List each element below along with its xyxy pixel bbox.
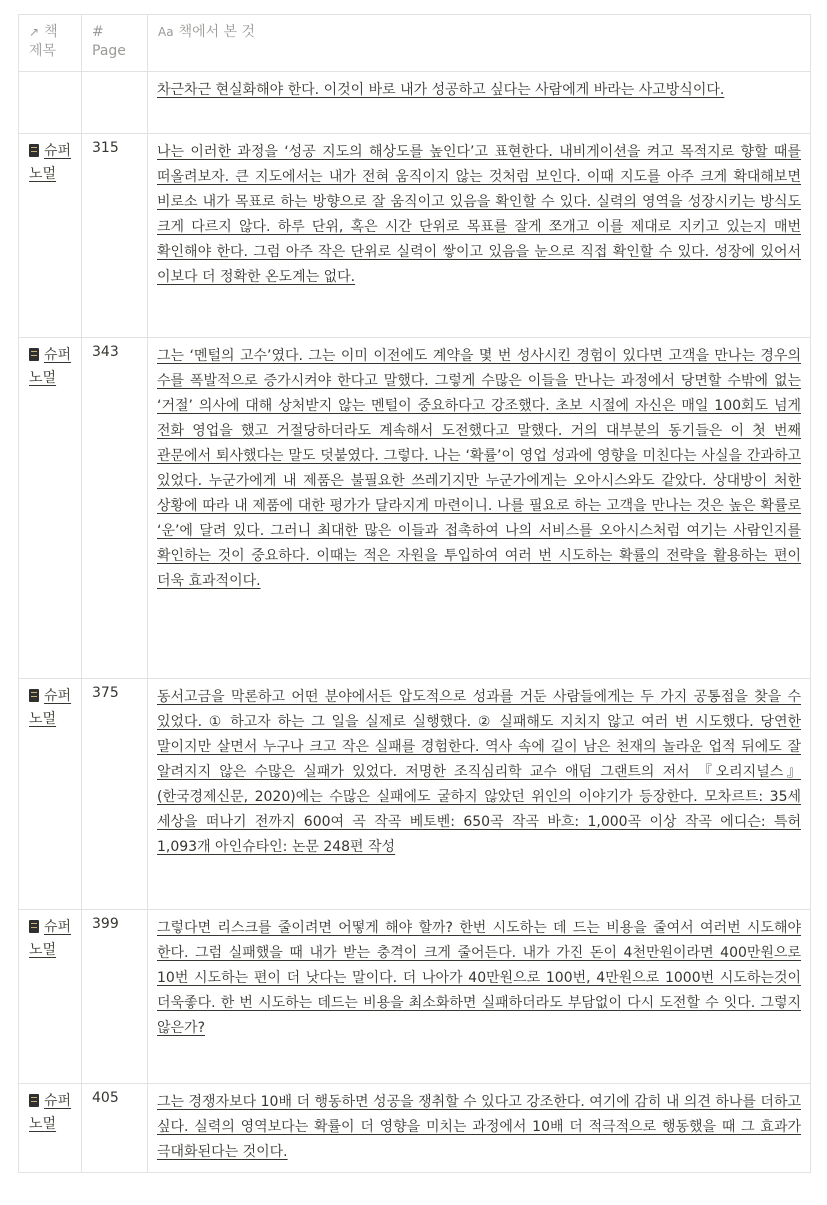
quote-cell[interactable] — [148, 679, 811, 910]
book-title-link[interactable]: 슈퍼노멀 — [29, 143, 72, 182]
column-header-title[interactable] — [19, 15, 82, 72]
page-cell[interactable]: 343 — [82, 338, 148, 679]
book-icon — [29, 689, 39, 702]
quote-text: 나는 이러한 과정을 ‘성공 지도의 해상도를 높인다’고 표현한다. 내비게이션을 켜고 목적지로 향할 때를 떠올려보자. 큰 지도에서는 내가 전혀 움직이지 않는 것처럼 보인다. 이때 지도를 아주 크게 확대해보면 비로소 내가 목표로 하는 방향으로 잘 움직이고 있음을 확인할 수 있다. 실력의 영역을 성장시키는 방식도 크게 다르지 않다. 하루 단위, 혹은 시간 단위로 목표를 잘게 쪼개고 이를 제대로 지키고 있는지 매번 확인해야 한다. 그럼 아주 작은 단위로 실력이 쌓이고 있음을 눈으로 직접 확인할 수 있다. 성장에 있어서 이보다 더 정확한 온도계는 없다. — [157, 144, 801, 285]
page-cell[interactable]: 405 — [82, 1084, 148, 1173]
column-header-title-label: 책 제목 — [29, 24, 58, 59]
book-icon — [29, 348, 39, 361]
book-icon — [29, 144, 39, 157]
quote-cell[interactable] — [148, 338, 811, 679]
quote-text: 그렇다면 리스크를 줄이려면 어떻게 해야 할까? 한번 시도하는 데 드는 비용을 줄여서 여러번 시도해야 한다. 그럼 실패했을 때 내가 받는 충격이 크게 줄어든다. 내가 가진 돈이 4천만원이라면 400만원으로 10번 시도하는 편이 더 낫다는 말이다. 더 나아가 40만원으로 100번, 4만원으로 1000번 시도하는것이 더욱좋다. 한 번 시도하는 데드는 비용을 최소화하면 실패하더라도 부담없이 다시 도전할 수 잇다. 그렇지 않은가? — [157, 920, 801, 1036]
quote-cell[interactable] — [148, 910, 811, 1084]
number-hash-icon: # — [92, 24, 104, 40]
page-cell[interactable]: 375 — [82, 679, 148, 910]
title-cell[interactable] — [19, 1084, 82, 1173]
book-title-link[interactable]: 슈퍼노멀 — [29, 688, 72, 727]
header-row — [19, 15, 811, 72]
table-row[interactable] — [19, 679, 811, 910]
quote-text: 동서고금을 막론하고 어떤 분야에서든 압도적으로 성과를 거둔 사람들에게는 두 가지 공통점을 찾을 수 있었다. ① 하고자 하는 그 일을 실제로 실행했다. ② 실패해도 지치지 않고 여러 번 시도했다. 당연한 말이지만 살면서 누구나 크고 작은 실패를 경험한다. 역사 속에 길이 남은 천재의 놀라운 업적 뒤에도 잘 알려지지 않은 수많은 실패가 있었다. 저명한 조직심리학 교수 애덤 그랜트의 저서 『오리지널스』(한국경제신문, 2020)에는 수많은 실패에도 굴하지 않았던 위인의 이야기가 등장한다. 모차르트: 35세 세상을 떠나기 전까지 600여 곡 작곡 베토벤: 650곡 작곡 바흐: 1,000곡 이상 작곡 에디슨: 특허 1,093개 아인슈타인: 논문 248편 작성 — [157, 689, 801, 855]
page-cell[interactable] — [82, 72, 148, 134]
relation-arrow-icon: ↗ — [29, 25, 40, 39]
column-header-text[interactable] — [148, 15, 811, 72]
book-icon — [29, 920, 39, 933]
text-aa-icon: Aa — [158, 25, 174, 39]
title-cell[interactable] — [19, 679, 82, 910]
table-row[interactable] — [19, 910, 811, 1084]
page-cell[interactable]: 315 — [82, 134, 148, 338]
quote-cell[interactable] — [148, 1084, 811, 1173]
quote-cell[interactable] — [148, 134, 811, 338]
table-row[interactable] — [19, 1084, 811, 1173]
title-cell[interactable] — [19, 338, 82, 679]
book-title-link[interactable]: 슈퍼노멀 — [29, 1093, 72, 1132]
title-cell[interactable] — [19, 72, 82, 134]
column-header-page[interactable] — [82, 15, 148, 72]
column-header-text-label: 책에서 본 것 — [178, 24, 256, 40]
book-title-link[interactable]: 슈퍼노멀 — [29, 919, 72, 958]
page-cell[interactable]: 399 — [82, 910, 148, 1084]
title-cell[interactable] — [19, 134, 82, 338]
table-row[interactable] — [19, 338, 811, 679]
quote-cell[interactable] — [148, 72, 811, 134]
quote-text: 그는 ‘멘털의 고수’였다. 그는 이미 이전에도 계약을 몇 번 성사시킨 경험이 있다면 고객을 만나는 경우의 수를 폭발적으로 증가시켜야 한다고 말했다. 그렇게 수많은 이들을 만나는 과정에서 당면할 수밖에 없는 ‘거절’ 의사에 대해 상처받지 않는 멘털이 중요하다고 강조했다. 초보 시절에 자신은 매일 100회도 넘게 전화 영업을 했고 거절당하더라도 계속해서 도전했다고 말했다. 거의 대부분의 동기들은 이 첫 번째 관문에서 퇴사했다는 말도 덧붙였다. 그렇다. 나는 ‘확률’이 영업 성과에 영향을 미친다는 사실을 간과하고 있었다. 누군가에게 내 제품은 불필요한 쓰레기지만 누군가에게는 오아시스와도 같았다. 상대방이 처한 상황에 따라 내 제품에 대한 평가가 달라지게 마련이니. 나를 필요로 하는 고객을 만나는 것은 높은 확률로 ‘운’에 달려 있다. 그러니 최대한 많은 이들과 접촉하여 나의 서비스를 오아시스처럼 여기는 사람인지를 확인하는 것이 중요하다. 이때는 적은 자원을 투입하여 여러 번 시도하는 확률의 전략을 활용하는 편이 더욱 효과적이다. — [157, 348, 801, 589]
book-icon — [29, 1094, 39, 1107]
column-header-page-label: Page — [92, 43, 126, 59]
book-title-link[interactable]: 슈퍼노멀 — [29, 347, 72, 386]
quote-text: 그는 경쟁자보다 10배 더 행동하면 성공을 쟁취할 수 있다고 강조한다. 여기에 감히 내 의견 하나를 더하고 싶다. 실력의 영역보다는 확률이 더 영향을 미치는 과정에서 10배 더 적극적으로 행동했을 때 그 효과가 극대화된다는 것이다. — [157, 1094, 801, 1160]
quote-text: 차근차근 현실화해야 한다. 이것이 바로 내가 성공하고 싶다는 사람에게 바라는 사고방식이다. — [157, 82, 725, 98]
notes-table — [18, 14, 811, 1173]
title-cell[interactable] — [19, 910, 82, 1084]
table-row[interactable] — [19, 72, 811, 134]
table-row[interactable] — [19, 134, 811, 338]
